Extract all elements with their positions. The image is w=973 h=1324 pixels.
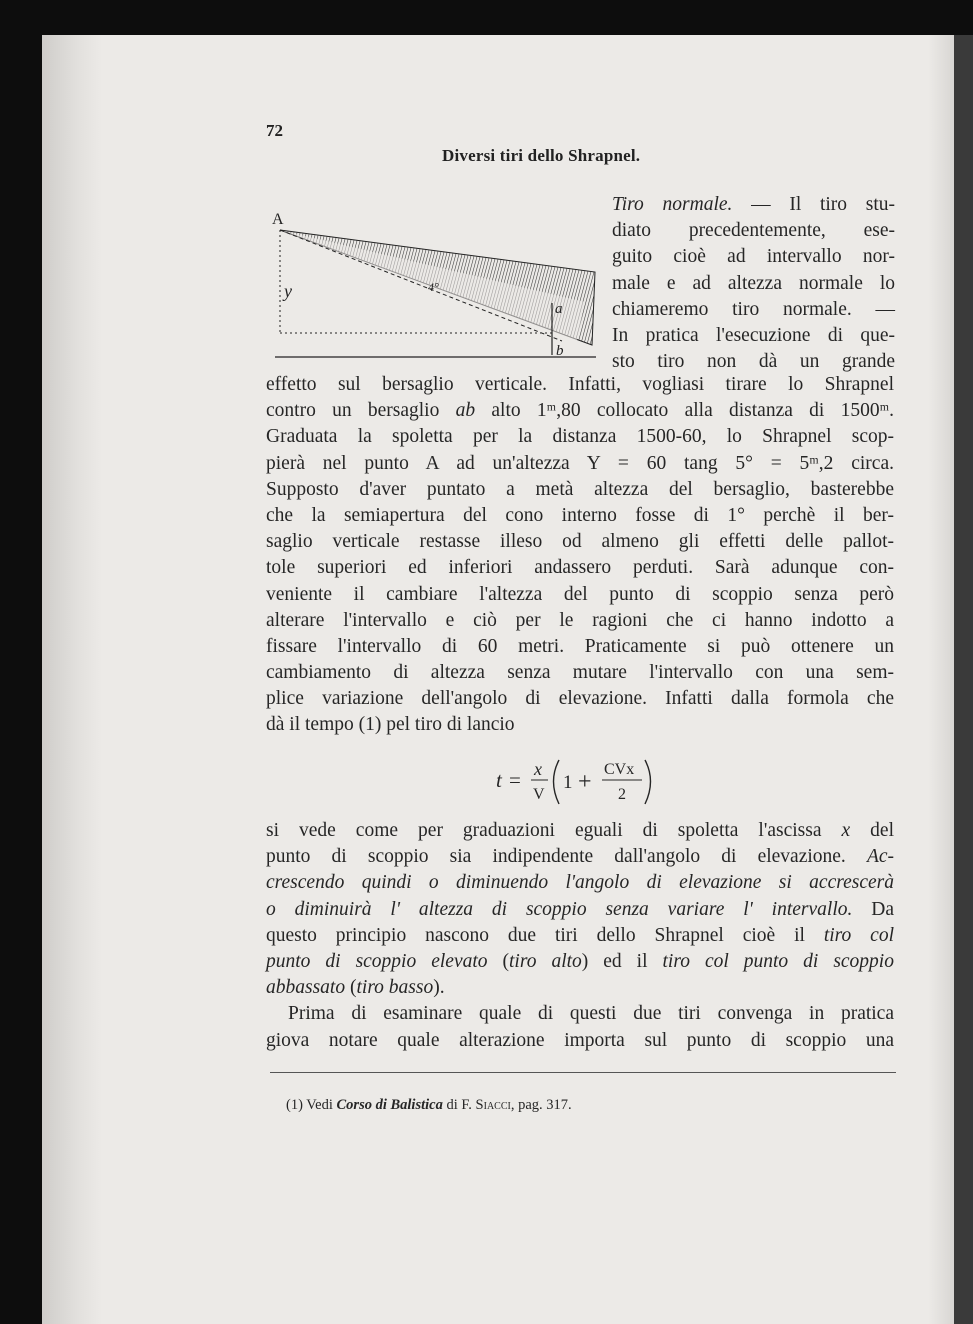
text-run: pierà nel punto A ad un'altezza Y = 60 tang 5° = 5ᵐ,2 circa. — [266, 452, 894, 474]
text-run: Graduata la spoletta per la distanza 1500-60, lo Shrapnel scop- — [266, 426, 894, 448]
text-line — [612, 192, 895, 218]
text-line — [266, 897, 894, 923]
text-run: del — [850, 820, 894, 841]
label-b: b — [556, 343, 564, 359]
text-run: tiro basso — [356, 977, 434, 999]
text-line — [266, 372, 894, 398]
text-line — [266, 949, 894, 975]
scan-right-border — [954, 35, 973, 1324]
text-run: guito cioè ad intervallo nor- — [612, 246, 895, 268]
text-run: veniente il cambiare l'altezza del punto di scoppio senza però — [266, 583, 894, 605]
text-run: ( — [487, 950, 510, 972]
running-header: Diversi tiri dello Shrapnel. — [442, 146, 641, 165]
text-run: Da — [852, 898, 894, 920]
text-line — [266, 398, 894, 424]
text-run: alterare l'intervallo e ciò per le ragioni che ci hanno indotto a — [266, 609, 894, 631]
text-line — [266, 529, 894, 555]
scan-top-border — [0, 0, 973, 35]
text-run: x — [841, 820, 851, 841]
text-line — [266, 1028, 894, 1054]
formula-one: 1 — [563, 772, 573, 793]
text-line — [266, 712, 894, 738]
text-line — [266, 555, 894, 581]
text-line — [266, 634, 894, 660]
footnote-rule — [270, 1072, 896, 1073]
text-run: Supposto d'aver puntato a metà altezza del bersaglio, basterebbe — [266, 478, 894, 500]
text-run: tiro alto — [509, 950, 582, 972]
text-run: punto di scoppio sia indipendente dall'angolo di elevazione. — [266, 846, 867, 868]
formula-eq: = — [509, 768, 521, 792]
footnote-post: , pag. 317. — [510, 1097, 572, 1113]
text-run: dà il tempo (1) pel tiro di lancio — [266, 714, 515, 736]
text-run: crescendo quindi o diminuendo l'angolo di elevazione si accrescerà — [266, 872, 894, 894]
footnote — [286, 1097, 572, 1114]
text-run: alto 1ᵐ,80 collocato alla distanza di 1500ᵐ. — [475, 400, 895, 422]
text-line — [266, 608, 894, 634]
formula-t: t — [496, 768, 502, 792]
text-run: Tiro normale. — [612, 194, 733, 215]
footnote-mark: (1) — [286, 1097, 303, 1113]
left-paren — [554, 760, 560, 804]
text-run: plice variazione dell'angolo di elevazione. Infatti dalla formola che — [266, 688, 894, 710]
text-run: fissare l'intervallo di 60 metri. Praticamente si può ottenere un — [266, 635, 894, 657]
text-line — [266, 870, 894, 896]
text-run: diato precedentemente, ese- — [612, 220, 895, 242]
formula-svg — [492, 752, 672, 808]
text-run: contro un bersaglio — [266, 400, 456, 422]
text-run: In pratica l'esecuzione di que- — [612, 324, 895, 346]
text-line — [266, 1001, 894, 1027]
text-run: giova notare quale alterazione importa sul punto di scoppio una — [266, 1029, 894, 1051]
text-line — [266, 923, 894, 949]
text-run: ). — [433, 977, 445, 999]
text-run: ab — [455, 400, 476, 422]
text-run: effetto sul bersaglio verticale. Infatti, vogliasi tirare lo Shrapnel — [266, 374, 894, 395]
label-a: a — [555, 301, 563, 317]
text-line — [266, 844, 894, 870]
label-angle: 4° — [428, 280, 439, 294]
text-run: chiameremo tiro normale. — — [612, 298, 895, 320]
right-paren — [645, 760, 651, 804]
text-run: punto di scoppio elevato — [266, 950, 488, 972]
wrapped-paragraph — [612, 192, 895, 375]
text-line — [266, 451, 894, 477]
footnote-author: Siacci — [475, 1097, 511, 1113]
second-paragraph — [266, 818, 894, 1054]
footnote-mid: di F. — [442, 1097, 476, 1113]
text-line — [266, 660, 894, 686]
text-line — [612, 297, 895, 323]
text-run: abbassato — [266, 977, 346, 999]
text-run: ) ed il — [581, 950, 663, 972]
text-line — [266, 582, 894, 608]
label-y: y — [284, 281, 292, 301]
formula-CVx: CVx — [604, 761, 635, 778]
text-run: sto tiro non dà un grande — [612, 351, 895, 373]
text-line — [266, 477, 894, 503]
text-run: tiro col — [823, 924, 894, 946]
shrapnel-trajectory-figure — [270, 205, 602, 375]
text-line — [612, 323, 895, 349]
footnote-pre: Vedi — [302, 1097, 337, 1113]
text-line — [612, 271, 895, 297]
text-line — [612, 244, 895, 270]
page-gutter-shadow — [42, 35, 102, 1324]
text-line — [266, 975, 894, 1001]
text-run: male e ad altezza normale lo — [612, 272, 895, 294]
main-paragraph — [266, 372, 894, 739]
text-run: cambiamento di altezza senza mutare l'intervallo con una sem- — [266, 662, 894, 684]
text-line — [266, 503, 894, 529]
page-edge-shadow — [928, 35, 954, 1324]
text-run: Prima di esaminare quale di questi due tiri convenga in pratica — [288, 1003, 894, 1025]
text-run: che la semiapertura del cono interno fosse di 1° perchè il ber- — [266, 504, 894, 526]
text-line — [266, 818, 894, 844]
text-run: tole superiori ed inferiori andassero perduti. Sarà adunque con- — [266, 557, 894, 579]
text-run: ( — [345, 977, 357, 999]
formula-plus: + — [578, 769, 592, 795]
footnote-title: Corso di Balistica — [336, 1097, 443, 1113]
time-formula — [492, 752, 672, 808]
text-run: o diminuirà l' altezza di scoppio senza variare l' intervallo. — [266, 898, 853, 920]
text-line — [266, 424, 894, 450]
formula-2: 2 — [618, 786, 626, 803]
text-run: tiro col punto di scoppio — [662, 950, 894, 972]
label-A: A — [272, 211, 284, 228]
text-run: si vede come per graduazioni eguali di spoletta l'ascissa — [266, 820, 842, 841]
formula-V: V — [533, 786, 545, 803]
text-run: questo principio nascono due tiri dello Shrapnel cioè il — [266, 924, 824, 946]
text-run: saglio verticale restasse illeso od almeno gli effetti delle pallot- — [266, 531, 894, 553]
text-line — [266, 686, 894, 712]
page-number: 72 — [266, 121, 283, 140]
formula-x: x — [534, 759, 542, 779]
text-run: — Il tiro stu- — [732, 194, 895, 215]
text-run: Ac- — [866, 846, 894, 868]
text-line — [612, 218, 895, 244]
